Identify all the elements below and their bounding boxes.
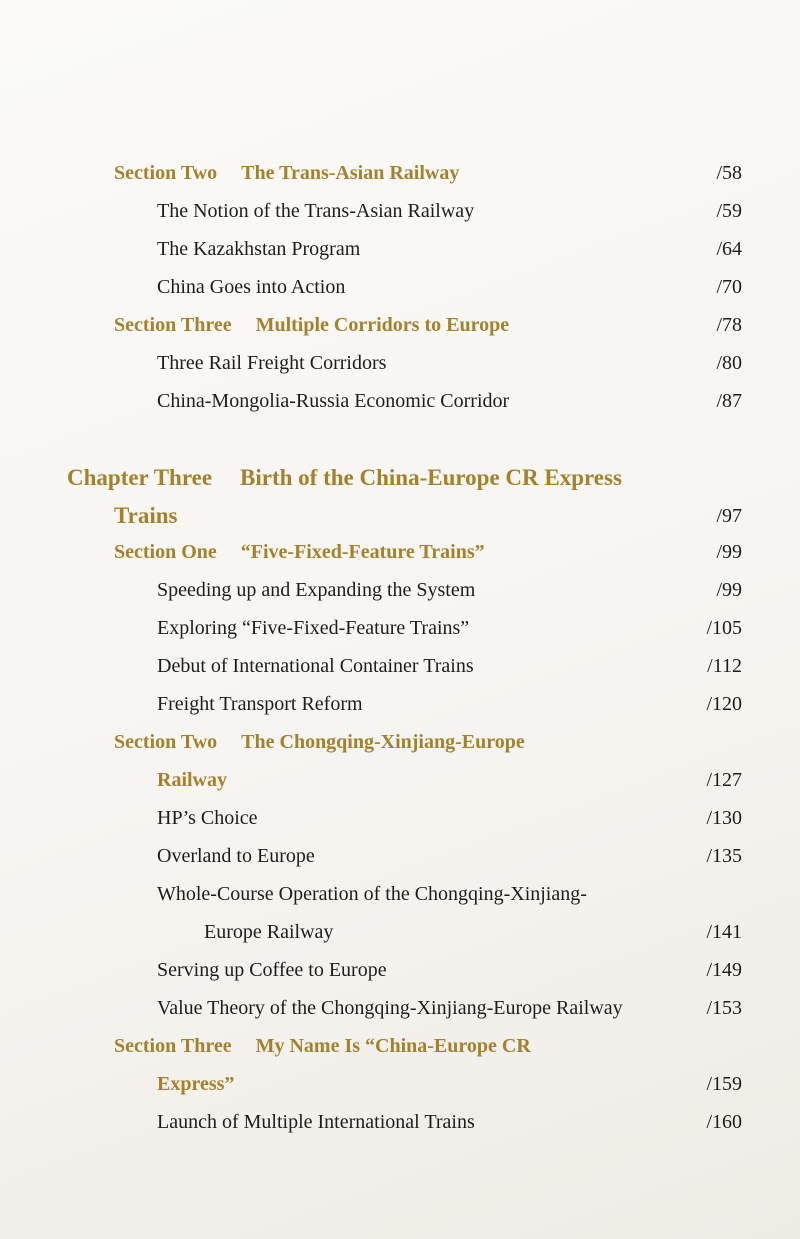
section-label: Section Three — [114, 314, 232, 336]
section-title: The Chongqing-Xinjiang-Europe — [241, 731, 525, 753]
item-title: HP’s Choice — [157, 807, 258, 829]
item-title: Three Rail Freight Corridors — [157, 352, 387, 374]
section-title-continued: Railway — [157, 769, 227, 791]
page-number: /64 — [716, 238, 742, 260]
toc-item-row[interactable] — [0, 952, 800, 988]
page-number: /70 — [716, 276, 742, 298]
page-number: /112 — [707, 655, 742, 677]
section-heading — [114, 534, 485, 570]
toc-item-row[interactable] — [0, 990, 800, 1026]
page-number: /99 — [716, 579, 742, 601]
item-title: The Kazakhstan Program — [157, 238, 361, 260]
toc-item-row[interactable] — [0, 572, 800, 608]
toc-item-row-continued[interactable] — [0, 914, 800, 950]
page-number: /97 — [716, 505, 742, 527]
toc-section-row[interactable] — [0, 724, 800, 760]
page-number: /130 — [706, 807, 742, 829]
page-number: /105 — [706, 617, 742, 639]
page-number: /127 — [706, 769, 742, 791]
item-title: Exploring “Five-Fixed-Feature Trains” — [157, 617, 470, 639]
toc-section-row-continued[interactable] — [0, 762, 800, 798]
item-title: Debut of International Container Trains — [157, 655, 474, 677]
chapter-label: Chapter Three — [67, 465, 213, 490]
page-number: /78 — [716, 314, 742, 336]
toc-item-row[interactable] — [0, 648, 800, 684]
toc-item-row[interactable] — [0, 800, 800, 836]
section-label: Section Two — [114, 162, 218, 184]
item-title: The Notion of the Trans-Asian Railway — [157, 200, 475, 222]
toc-item-row[interactable] — [0, 269, 800, 305]
toc-item-row[interactable] — [0, 876, 800, 912]
toc-item-row[interactable] — [0, 838, 800, 874]
toc-section-row[interactable] — [0, 155, 800, 191]
item-title: China-Mongolia-Russia Economic Corridor — [157, 390, 510, 412]
section-heading — [114, 307, 509, 343]
chapter-title: Birth of the China-Europe CR Express — [240, 465, 622, 490]
toc-section-row-continued[interactable] — [0, 1066, 800, 1102]
section-label: Section One — [114, 541, 217, 563]
section-heading — [114, 155, 459, 191]
section-label: Section Three — [114, 1035, 232, 1057]
item-title: Launch of Multiple International Trains — [157, 1111, 475, 1133]
section-heading — [114, 1028, 531, 1064]
item-title: China Goes into Action — [157, 276, 346, 298]
item-title: Speeding up and Expanding the System — [157, 579, 476, 601]
page-number: /159 — [706, 1073, 742, 1095]
section-title: My Name Is “China-Europe CR — [255, 1035, 531, 1057]
toc-section-row[interactable] — [0, 1028, 800, 1064]
toc-item-row[interactable] — [0, 686, 800, 722]
page-number: /160 — [706, 1111, 742, 1133]
page-number: /80 — [716, 352, 742, 374]
item-title-continued: Europe Railway — [204, 921, 334, 943]
item-title: Serving up Coffee to Europe — [157, 959, 387, 981]
page-number: /59 — [716, 200, 742, 222]
toc-item-row[interactable] — [0, 345, 800, 381]
page-number: /99 — [716, 541, 742, 563]
item-title: Value Theory of the Chongqing-Xinjiang-Europe Railway — [157, 997, 623, 1019]
toc-section-row[interactable] — [0, 534, 800, 570]
section-heading — [114, 724, 525, 760]
section-title-continued: Express” — [157, 1073, 235, 1095]
toc-chapter-row-continued[interactable] — [0, 498, 800, 534]
toc-item-row[interactable] — [0, 610, 800, 646]
toc-chapter-row[interactable] — [0, 460, 800, 496]
item-title: Freight Transport Reform — [157, 693, 363, 715]
page-number: /87 — [716, 390, 742, 412]
item-title: Whole-Course Operation of the Chongqing-Xinjiang- — [157, 883, 587, 905]
chapter-heading — [67, 460, 622, 496]
page-number: /120 — [706, 693, 742, 715]
chapter-title-continued: Trains — [114, 503, 178, 528]
section-title: Multiple Corridors to Europe — [255, 314, 510, 336]
item-title: Overland to Europe — [157, 845, 315, 867]
page-number: /153 — [706, 997, 742, 1019]
toc-item-row[interactable] — [0, 193, 800, 229]
page-number: /149 — [706, 959, 742, 981]
page-number: /135 — [706, 845, 742, 867]
page-number: /141 — [706, 921, 742, 943]
toc-section-row[interactable] — [0, 307, 800, 343]
section-label: Section Two — [114, 731, 218, 753]
toc-item-row[interactable] — [0, 1104, 800, 1140]
page-number: /58 — [716, 162, 742, 184]
toc-item-row[interactable] — [0, 231, 800, 267]
section-title: The Trans-Asian Railway — [241, 162, 460, 184]
section-title: “Five-Fixed-Feature Trains” — [240, 541, 485, 563]
toc-item-row[interactable] — [0, 383, 800, 419]
